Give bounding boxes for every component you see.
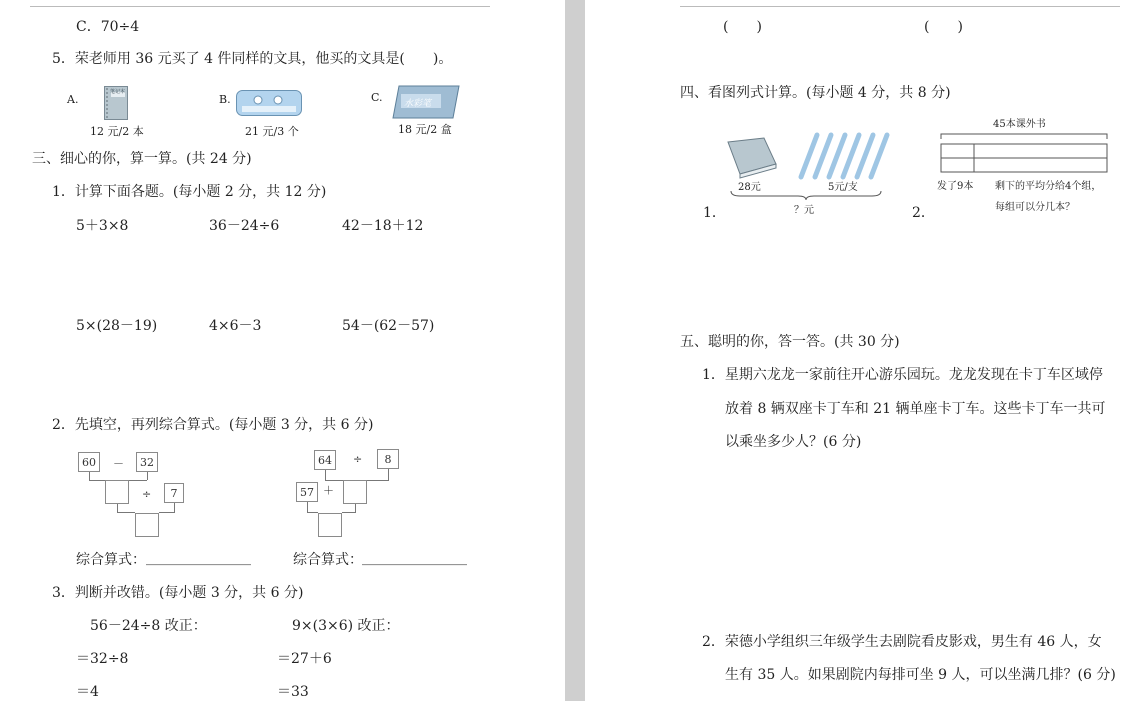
q3-title: 3．判断并改错。(每小题 3 分，共 6 分) xyxy=(52,585,304,601)
segment-bar-diagram xyxy=(940,130,1108,174)
marker-box-label: 水彩笔 xyxy=(404,99,432,109)
pen-price: 5元/支 xyxy=(828,182,858,193)
q5-2-line-1: 2．荣德小学组织三年级学生去剧院看皮影戏，男生有 46 人，女 xyxy=(702,634,1102,650)
q5-1-line-3: 以乘坐多少人？(6 分) xyxy=(725,434,862,450)
formula-label-2: 综合算式： xyxy=(293,552,363,568)
calc-1: 5＋3×8 xyxy=(76,218,129,234)
calc-3: 42－18＋12 xyxy=(342,218,424,234)
q5-1-line-1: 1．星期六龙龙一家前往开心游乐园玩。龙龙发现在卡丁车区域停 xyxy=(702,367,1103,383)
q5-option-a-caption: 12 元/2 本 xyxy=(90,125,144,138)
total-question: ？元 xyxy=(794,205,814,216)
given-books: 发了9本 xyxy=(937,181,974,192)
q4-option-c: C．70÷4 xyxy=(76,19,140,35)
d2-top-left: 64 xyxy=(314,450,336,470)
d1-answer-box-1[interactable] xyxy=(105,480,129,504)
paren-blank-2[interactable]: ( ) xyxy=(924,19,963,35)
section5-title: 五、聪明的你，答一答。(共 30 分) xyxy=(680,334,900,350)
formula-label-1: 综合算式： xyxy=(76,552,146,568)
books-total: 45本课外书 xyxy=(993,119,1046,130)
d1-top-left: 60 xyxy=(78,452,100,472)
top-rule xyxy=(30,6,490,7)
left-page xyxy=(0,0,565,701)
d2-answer-box-1[interactable] xyxy=(343,480,367,504)
notebook-label: 笔记本 xyxy=(110,89,126,95)
picture-2-number: 2． xyxy=(912,205,935,221)
q5-option-b-caption: 21 元/3 个 xyxy=(245,125,299,138)
q5-text: 5．荣老师用 36 元买了 4 件同样的文具，他买的文具是( )。 xyxy=(52,51,453,67)
q5-option-c-caption: 18 元/2 盒 xyxy=(398,123,452,136)
top-rule xyxy=(680,6,1120,7)
q5-2-line-2: 生有 35 人。如果剧院内每排可坐 9 人，可以坐满几排？(6 分) xyxy=(725,667,1116,683)
section4-title: 四、看图列式计算。(每小题 4 分，共 8 分) xyxy=(680,85,951,101)
picture-1-number: 1． xyxy=(703,205,726,221)
d2-top-right: 8 xyxy=(377,449,399,469)
judge-2-line-3: ＝33 xyxy=(277,684,309,700)
d1-top-right: 32 xyxy=(136,452,158,472)
calc-2: 36－24÷6 xyxy=(209,218,280,234)
calc-4: 5×(28－19) xyxy=(76,318,158,334)
formula-blank-2[interactable]: _______________ xyxy=(362,550,467,566)
judge-1-line-1: 56－24÷8 改正： xyxy=(90,618,207,634)
formula-blank-1[interactable]: _______________ xyxy=(146,550,251,566)
q2-title: 2．先填空，再列综合算式。(每小题 3 分，共 6 分) xyxy=(52,417,374,433)
d2-mid-left: 57 xyxy=(296,482,318,502)
bracket-brace xyxy=(730,190,882,200)
d1-op-top: － xyxy=(113,457,124,470)
q5-option-c-letter: C. xyxy=(371,91,383,104)
pens-icon xyxy=(795,133,887,179)
q1-title: 1．计算下面各题。(每小题 2 分，共 12 分) xyxy=(52,184,327,200)
judge-1-line-3: ＝4 xyxy=(76,684,99,700)
page-gutter xyxy=(565,0,585,701)
d2-op-mid: ＋ xyxy=(323,484,334,497)
calc-5: 4×6－3 xyxy=(209,318,262,334)
section3-title: 三、细心的你，算一算。(共 24 分) xyxy=(32,151,252,167)
d1-mid-right: 7 xyxy=(164,483,184,503)
paren-blank-1[interactable]: ( ) xyxy=(723,19,762,35)
d1-op-mid: ÷ xyxy=(142,488,152,501)
right-page xyxy=(585,0,1141,701)
q5-option-b-letter: B. xyxy=(219,93,231,106)
q5-option-a-letter: A. xyxy=(67,93,79,106)
book-icon xyxy=(728,138,776,174)
calc-6: 54－(62－57) xyxy=(342,318,435,334)
book-price: 28元 xyxy=(738,182,761,193)
judge-2-line-2: ＝27＋6 xyxy=(277,651,332,667)
q5-1-line-2: 放着 8 辆双座卡丁车和 21 辆单座卡丁车。这些卡丁车一共可 xyxy=(725,401,1106,417)
d2-answer-box-2[interactable] xyxy=(318,513,342,537)
picture-2-text-1: 剩下的平均分给4个组， xyxy=(995,181,1102,192)
d2-op-top: ÷ xyxy=(353,453,363,466)
pencil-case-icon xyxy=(236,90,302,116)
judge-2-line-1: 9×(3×6) 改正： xyxy=(292,618,400,634)
picture-2-text-2: 每组可以分几本？ xyxy=(995,202,1075,213)
judge-1-line-2: ＝32÷8 xyxy=(76,651,129,667)
d1-answer-box-2[interactable] xyxy=(135,513,159,537)
